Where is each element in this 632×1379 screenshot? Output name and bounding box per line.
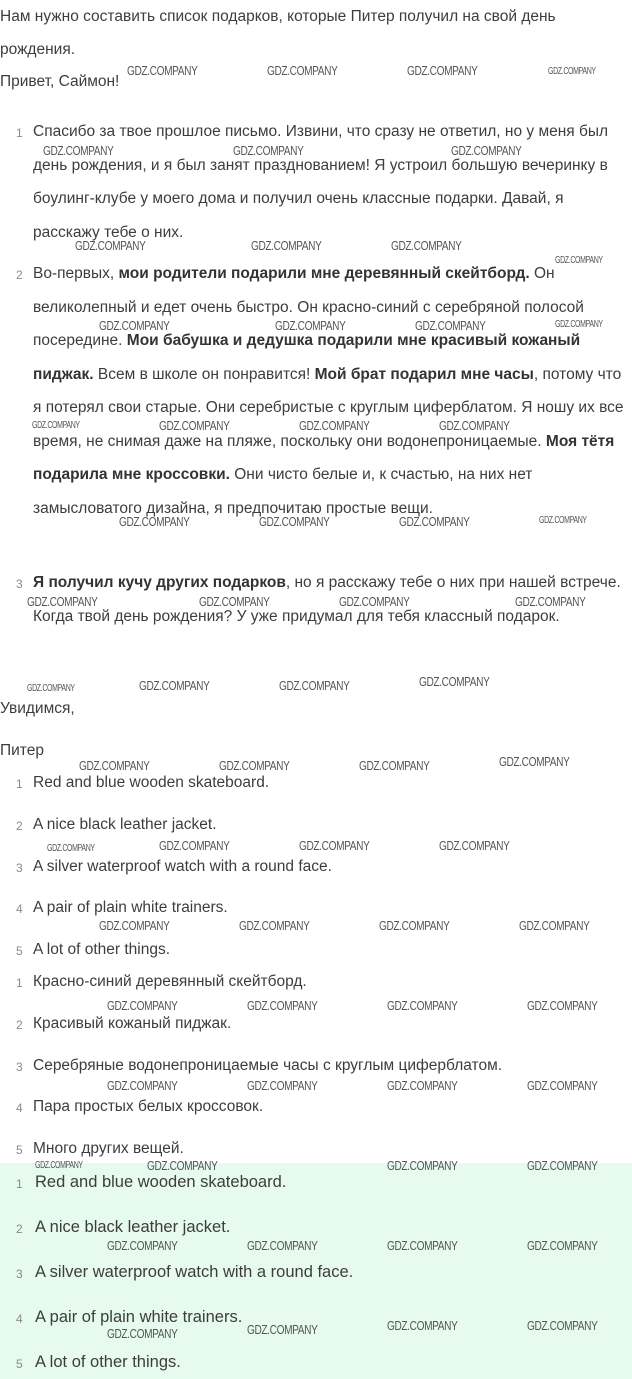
- watermark-text: GDZ.COMPANY: [527, 1238, 598, 1253]
- answer-item-number: 3: [16, 1267, 23, 1281]
- watermark-text: GDZ.COMPANY: [219, 758, 290, 773]
- list-ru-item: Красивый кожаный пиджак.: [33, 1015, 232, 1032]
- watermark-text: GDZ.COMPANY: [247, 1238, 318, 1253]
- task-title-line-1: Нам нужно составить список подарков, которые Питер получил на свой день: [0, 8, 556, 25]
- answer-block: [0, 1163, 632, 1379]
- answer-item: A nice black leather jacket.: [35, 1218, 231, 1236]
- watermark-text: GDZ.COMPANY: [299, 838, 370, 853]
- watermark-text: GDZ.COMPANY: [99, 918, 170, 933]
- bold-text-segment: мои родители подарили мне деревянный скейтборд.: [118, 265, 530, 282]
- watermark-text: GDZ.COMPANY: [99, 318, 170, 333]
- watermark-text: GDZ.COMPANY: [548, 66, 596, 77]
- text-segment: , но я расскажу тебе о них при нашей встрече. Когда твой день рождения? У уже придумал для тебя классный подарок.: [33, 574, 621, 625]
- list-item-number: 4: [16, 1101, 23, 1115]
- watermark-text: GDZ.COMPANY: [43, 143, 114, 158]
- list-item-number: 2: [16, 819, 23, 833]
- watermark-text: GDZ.COMPANY: [247, 1078, 318, 1093]
- watermark-text: GDZ.COMPANY: [387, 998, 458, 1013]
- watermark-text: GDZ.COMPANY: [515, 594, 586, 609]
- list-item-number: 3: [16, 861, 23, 875]
- watermark-text: GDZ.COMPANY: [279, 678, 350, 693]
- bold-text-segment: Мой брат подарил мне часы: [314, 365, 534, 383]
- watermark-text: GDZ.COMPANY: [407, 63, 478, 78]
- watermark-text: GDZ.COMPANY: [527, 1158, 598, 1173]
- list-ru-item: Пара простых белых кроссовок.: [33, 1098, 264, 1115]
- letter-greeting: Привет, Саймон!: [0, 73, 120, 90]
- watermark-text: GDZ.COMPANY: [47, 843, 95, 854]
- letter-paragraph-1: Спасибо за твое прошлое письмо. Извини, что сразу не ответил, но у меня был день рождения, и я был занят празднованием! Я устроил большую вечеринку в боулинг-клубе у моего дома и получил очень классные подарки. Давай, я расскажу тебе о них.: [33, 123, 609, 241]
- watermark-text: GDZ.COMPANY: [75, 238, 146, 253]
- watermark-text: GDZ.COMPANY: [439, 418, 510, 433]
- watermark-text: GDZ.COMPANY: [527, 1318, 598, 1333]
- watermark-text: GDZ.COMPANY: [527, 1078, 598, 1093]
- watermark-text: GDZ.COMPANY: [555, 255, 603, 266]
- list-en-item: Red and blue wooden skateboard.: [33, 774, 270, 791]
- watermark-text: GDZ.COMPANY: [247, 1322, 318, 1337]
- list-ru-item: Много других вещей.: [33, 1140, 184, 1157]
- watermark-text: GDZ.COMPANY: [451, 143, 522, 158]
- answer-item: A lot of other things.: [35, 1353, 181, 1371]
- watermark-text: GDZ.COMPANY: [379, 918, 450, 933]
- text-segment: Во-первых,: [33, 265, 119, 282]
- list-en-item: A nice black leather jacket.: [33, 816, 217, 833]
- list-item-number: 1: [16, 777, 23, 791]
- list-item-number: 5: [16, 1143, 23, 1157]
- bold-text-segment: Я получил кучу других подарков: [33, 574, 286, 591]
- watermark-text: GDZ.COMPANY: [499, 754, 570, 769]
- answer-item-number: 4: [16, 1312, 23, 1326]
- list-ru-item: Красно-синий деревянный скейтборд.: [33, 973, 307, 990]
- watermark-text: GDZ.COMPANY: [387, 1318, 458, 1333]
- watermark-text: GDZ.COMPANY: [147, 1158, 218, 1173]
- bold-text-segment: Моя тётя подарила мне кроссовки.: [33, 432, 615, 483]
- watermark-text: GDZ.COMPANY: [199, 594, 270, 609]
- watermark-text: GDZ.COMPANY: [107, 998, 178, 1013]
- task-title-line-2: рождения.: [0, 41, 76, 58]
- watermark-text: GDZ.COMPANY: [107, 1238, 178, 1253]
- watermark-text: GDZ.COMPANY: [267, 63, 338, 78]
- watermark-text: GDZ.COMPANY: [415, 318, 486, 333]
- letter-signature: Питер: [0, 742, 44, 759]
- watermark-text: GDZ.COMPANY: [359, 758, 430, 773]
- answer-item-number: 2: [16, 1222, 23, 1236]
- watermark-text: GDZ.COMPANY: [555, 319, 603, 330]
- text-segment: Они чисто белые и, к счастью, на них нет замысловатого дизайна, я предпочитаю простые вещи.: [33, 466, 533, 517]
- answer-item: A silver waterproof watch with a round face.: [35, 1263, 354, 1281]
- watermark-text: GDZ.COMPANY: [107, 1326, 178, 1341]
- watermark-text: GDZ.COMPANY: [247, 998, 318, 1013]
- watermark-text: GDZ.COMPANY: [391, 238, 462, 253]
- watermark-text: GDZ.COMPANY: [159, 418, 230, 433]
- letter-closing: Увидимся,: [0, 700, 75, 717]
- text-segment: , потому что я потерял свои старые. Они серебристые с круглым циферблатом. Я ношу их все время, не снимая даже на пляже, поскольку они водонепроницаемые.: [33, 365, 624, 450]
- bold-text-segment: Мои бабушка и дедушка подарили мне красивый кожаный пиджак.: [33, 332, 581, 383]
- watermark-text: GDZ.COMPANY: [32, 420, 80, 431]
- paragraph-number: 3: [16, 577, 23, 591]
- watermark-text: GDZ.COMPANY: [159, 838, 230, 853]
- watermark-text: GDZ.COMPANY: [339, 594, 410, 609]
- watermark-text: GDZ.COMPANY: [387, 1158, 458, 1173]
- list-en-item: A lot of other things.: [33, 941, 171, 958]
- watermark-text: GDZ.COMPANY: [27, 594, 98, 609]
- watermark-text: GDZ.COMPANY: [79, 758, 150, 773]
- list-item-number: 1: [16, 976, 23, 990]
- answer-item-number: 5: [16, 1357, 23, 1371]
- list-en-item: A silver waterproof watch with a round face.: [33, 858, 332, 875]
- watermark-text: GDZ.COMPANY: [259, 514, 330, 529]
- watermark-text: GDZ.COMPANY: [399, 514, 470, 529]
- watermark-text: GDZ.COMPANY: [27, 683, 75, 694]
- watermark-text: GDZ.COMPANY: [299, 418, 370, 433]
- watermark-text: GDZ.COMPANY: [251, 238, 322, 253]
- watermark-text: GDZ.COMPANY: [519, 918, 590, 933]
- answer-item: Red and blue wooden skateboard.: [35, 1173, 287, 1191]
- watermark-text: GDZ.COMPANY: [239, 918, 310, 933]
- list-item-number: 3: [16, 1060, 23, 1074]
- watermark-text: GDZ.COMPANY: [275, 318, 346, 333]
- list-item-number: 2: [16, 1018, 23, 1032]
- watermark-text: GDZ.COMPANY: [139, 678, 210, 693]
- list-ru-item: Серебряные водонепроницаемые часы с круглым циферблатом.: [33, 1057, 503, 1074]
- watermark-text: GDZ.COMPANY: [107, 1078, 178, 1093]
- watermark-text: GDZ.COMPANY: [387, 1238, 458, 1253]
- answer-item: A pair of plain white trainers.: [35, 1308, 243, 1326]
- watermark-text: GDZ.COMPANY: [119, 514, 190, 529]
- list-item-number: 4: [16, 902, 23, 916]
- watermark-text: GDZ.COMPANY: [419, 674, 490, 689]
- watermark-text: GDZ.COMPANY: [387, 1078, 458, 1093]
- list-item-number: 5: [16, 944, 23, 958]
- watermark-text: GDZ.COMPANY: [539, 515, 587, 526]
- text-segment: Всем в школе он понравится!: [93, 365, 315, 383]
- answer-item-number: 1: [16, 1177, 23, 1191]
- list-en-item: A pair of plain white trainers.: [33, 899, 228, 916]
- watermark-text: GDZ.COMPANY: [233, 143, 304, 158]
- watermark-text: GDZ.COMPANY: [35, 1160, 83, 1171]
- watermark-text: GDZ.COMPANY: [527, 998, 598, 1013]
- watermark-text: GDZ.COMPANY: [127, 63, 198, 78]
- paragraph-number: 2: [16, 268, 23, 282]
- paragraph-number: 1: [16, 126, 23, 140]
- text-segment: Он великолепный и едет очень быстро. Он красно-синий с серебряной полосой посередине.: [33, 265, 584, 349]
- letter-paragraph-2: [33, 257, 627, 525]
- watermark-text: GDZ.COMPANY: [439, 838, 510, 853]
